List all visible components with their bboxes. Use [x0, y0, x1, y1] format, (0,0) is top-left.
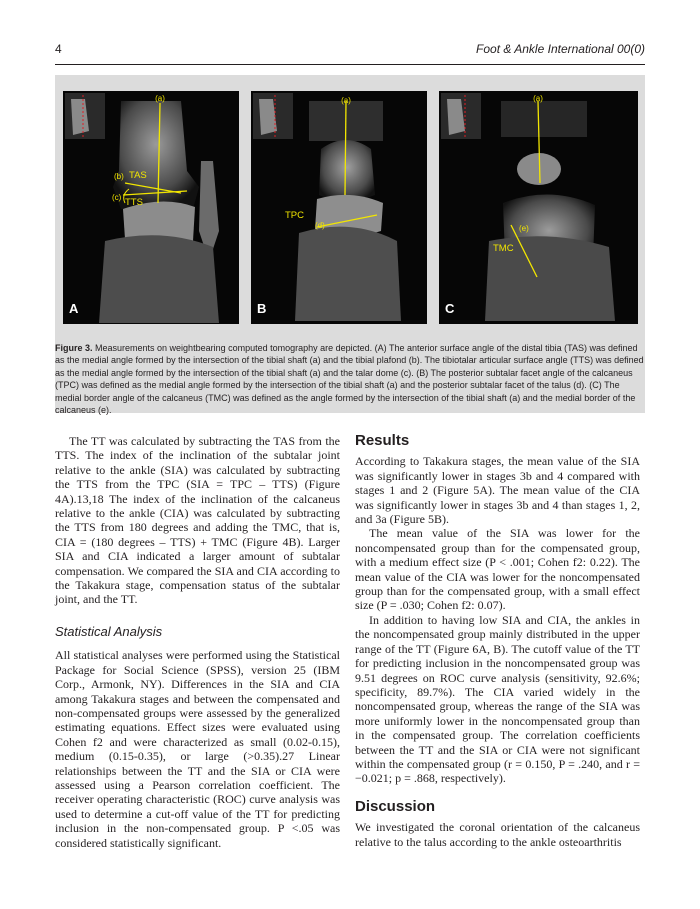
label-a-b: (a) — [341, 96, 351, 105]
figure-caption — [55, 342, 645, 416]
figure-label: Figure 3. — [55, 343, 93, 353]
label-tas: TAS — [129, 170, 147, 181]
label-c: (c) — [112, 193, 122, 202]
running-header — [55, 42, 645, 56]
ct-image-a — [63, 91, 239, 324]
label-b: (b) — [114, 172, 124, 181]
page-number: 4 — [55, 42, 62, 56]
figure-panel-c — [439, 91, 638, 324]
methods-paragraph: The TT was calculated by subtracting the TAS from the TTS. The index of the inclination of the subtalar joint relative to the ankle (SIA) was calculated by subtracting the TTS from the TPC (SIA = TPC – TTS) (Figure 4A).13,18 The index of the inclination of the calcaneus relative to the ankle (CIA) was calculated by subtracting the TTS from 180 degrees and adding the TMC, that is, CIA = (180 degrees – TTS) + TMC (Figure 4B). Larger SIA and CIA indicated a larger amount of subtalar compensation. We compared the SIA and CIA according to the Takakura stage, compensation status of the subtalar joint, and the TT. — [55, 434, 340, 607]
figure-panel-a — [63, 91, 239, 324]
left-column — [55, 434, 340, 850]
ct-image-c — [439, 91, 638, 324]
results-heading: Results — [355, 432, 410, 449]
header-rule — [55, 64, 645, 65]
journal-title: Foot & Ankle International 00(0) — [476, 42, 645, 56]
results-paragraph-3: In addition to having low SIA and CIA, the ankles in the noncompensated group mainly distributed in the upper range of the TT (Figure 6A, B). The cutoff value of the TT for predicting inclusion in the noncompensated group was 9.51 degrees on ROC curve analysis (sensitivity, 92.6%; specificity, 89.7%). The CIA varied widely in the noncompensated group, whereas the range of the SIA was more uniformly lower in the noncompensated group than in the compensated group. The correlation coefficients between the TT and the SIA or CIA were not significant within the compensated group (r = 0.150, P = .240, and r = −0.021; p = .868, respectively). — [355, 612, 640, 786]
label-tmc: TMC — [493, 243, 514, 254]
label-e: (e) — [519, 224, 529, 233]
panel-letter-a: A — [69, 301, 79, 316]
figure-panel-b — [251, 91, 427, 324]
caption-text: Measurements on weightbearing computed tomography are depicted. (A) The anterior surface angle of the distal tibia (TAS) was defined as the medial angle formed by the intersection of the tibial shaft (a) and the tibial plafond (b). The tibiotalar articular surface angle (TTS) was defined as the medial angle formed by the intersection of the tibial shaft (a) and the talar dome (c). (B) The posterior subtalar facet angle of the calcaneus (TPC) was defined as the medial angle formed by the intersection of the tibial shaft (a) and the posterior subtalar facet of the talus (d). (C) The medial border angle of the calcaneus (TMC) was defined as the angle formed by the intersection of the tibial shaft (a) and the medial border of the calcaneus (e). — [55, 343, 644, 416]
calcaneus-a — [99, 235, 219, 323]
label-a-c: (a) — [533, 94, 543, 103]
panel-letter-c: C — [445, 301, 455, 316]
label-a: (a) — [155, 94, 165, 103]
right-column — [355, 434, 640, 849]
discussion-paragraph: We investigated the coronal orientation of the calcaneus relative to the talus according to the ankle osteoarthritis — [355, 820, 640, 849]
label-d: (d) — [315, 221, 325, 230]
calcaneus-b — [295, 227, 401, 321]
panel-letter-b: B — [257, 301, 267, 316]
statistical-analysis-paragraph: All statistical analyses were performed using the Statistical Package for Social Science (SPSS), version 25 (IBM Corp., Armonk, NY). Differences in the SIA and CIA among Takakura stages and between the compensated and non-compensated groups were assessed by the generalized estimating equations. Effect sizes were evaluated using Cohen f2 and were characterized as small (0.02-0.15), medium (0.15-0.35), or large (>0.35).27 Linear relationships between the TT and the SIA or CIA were assessed using a Pearson correlation coefficient. The receiver operating characteristic (ROC) curve analysis was used to determine a cut-off value of the TT for predicting inclusion in the non-compensated group. P <.05 was considered statistically significant. — [55, 648, 340, 850]
label-tts: TTS — [125, 197, 143, 208]
label-tpc: TPC — [285, 210, 304, 221]
ct-image-b — [251, 91, 427, 324]
results-paragraph-2: The mean value of the SIA was lower for the noncompensated group than for the compensated group, with a medium effect size (P < .001; Cohen f2: 0.22). The mean value of the CIA was lower for the noncompensated group than for the compensated group, with a small effect size (P = .030; Cohen f2: 0.07). — [355, 526, 640, 613]
discussion-heading: Discussion — [355, 797, 436, 815]
results-paragraph-1: According to Takakura stages, the mean value of the SIA was significantly lower in stages 3b and 4 compared with stages 1 and 2 (Figure 5A). The mean value of the CIA was significantly lower in stages 3b and 4 than stages 1, 2, and 3a (Figure 5B). — [355, 454, 640, 527]
tibia-b — [319, 140, 375, 201]
statistical-analysis-heading: Statistical Analysis — [55, 623, 163, 639]
